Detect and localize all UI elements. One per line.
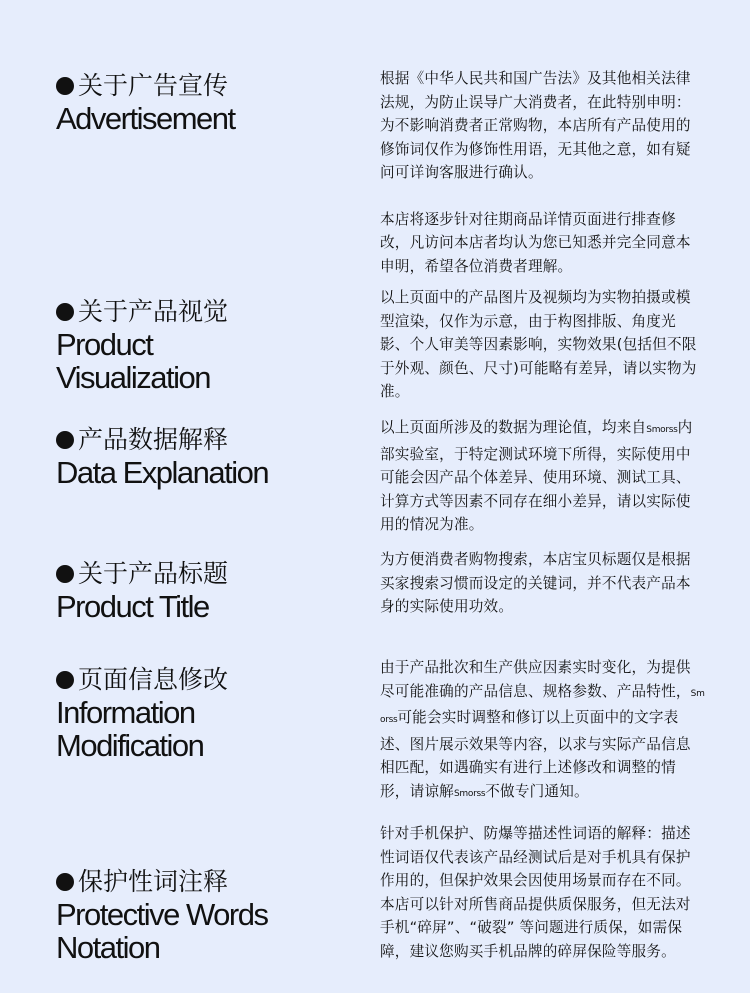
heading-en: Data Explanation: [56, 455, 269, 490]
brand-name: Smorss: [453, 788, 486, 799]
heading-cn: 关于广告宣传: [56, 70, 356, 102]
section-heading: [56, 70, 356, 135]
heading-en: Product Title: [56, 589, 209, 624]
section-body: [380, 67, 705, 278]
paragraph: 根据《中华人民共和国广告法》及其他相关法律法规，为防止误导广大消费者，在此特别申明：为不影响消费者正常购物，本店所有产品使用的修饰词仅作为修饰性用语，无其他之意，如有疑问可详询客服进行确认。: [380, 70, 691, 181]
heading-cn: 保护性词注释: [56, 866, 356, 898]
bullet-dot: [56, 873, 74, 891]
paragraph: 以上页面所涉及的数据为理论值，均来自Smorss内部实验室，于特定测试环境下所得，实际使用中可能会因产品个体差异、使用环境、测试工具、计算方式等因素不同存在细小差异，请以实际使用的情况为准。: [380, 419, 693, 533]
section-heading: [56, 664, 356, 762]
paragraph: 以上页面中的产品图片及视频均为实物拍摄或模型渲染，仅作为示意，由于构图排版、角度光影、个人审美等因素影响，实物效果(包括但不限于外观、颜色、尺寸)可能略有差异，请以实物为准。: [380, 289, 697, 400]
heading-cn: 关于产品标题: [56, 558, 356, 590]
section-heading: [56, 866, 356, 964]
bullet-dot: [56, 431, 74, 449]
heading-en: Notation: [56, 930, 160, 965]
brand-name: Smorss: [380, 688, 705, 725]
heading-cn: 关于产品视觉: [56, 296, 356, 328]
section-body: [380, 286, 705, 404]
heading-en: Protective Words: [56, 897, 268, 932]
paragraph: 为方便消费者购物搜索，本店宝贝标题仅是根据买家搜索习惯而设定的关键词，并不代表产品本身的实际使用功效。: [380, 551, 691, 615]
section-body: [380, 656, 705, 806]
bullet-dot: [56, 77, 74, 95]
heading-en: Advertisement: [56, 101, 235, 136]
paragraph: 本店将逐步针对往期商品详情页面进行排查修改，凡访问本店者均认为您已知悉并完全同意本申明，希望各位消费者理解。: [380, 210, 691, 275]
section-body: [380, 822, 705, 963]
heading-cn: 页面信息修改: [56, 664, 356, 696]
heading-cn: 产品数据解释: [56, 424, 356, 456]
section-body: [380, 416, 705, 537]
paragraph: 针对手机保护、防爆等描述性词语的解释：描述性词语仅代表该产品经测试后是对手机具有保护作用的，但保护效果会因使用场景而存在不同。本店可以针对所售商品提供质保服务，但无法对手机“碎屏”、“破裂” 等问题进行质保，如需保障，建议您购买手机品牌的碎屏保险等服务。: [380, 825, 691, 960]
heading-en: Product: [56, 327, 153, 362]
paragraph: 由于产品批次和生产供应因素实时变化，为提供尽可能准确的产品信息、规格参数、产品特性，Smorss可能会实时调整和修订以上页面中的文字表述、图片展示效果等内容，以求与实际产品信息相匹配，如遇确实有进行上述修改和调整的情形，请谅解Smorss不做专门通知。: [380, 659, 705, 800]
heading-en: Visualization: [56, 360, 210, 395]
heading-en: Modification: [56, 728, 204, 763]
bullet-dot: [56, 671, 74, 689]
bullet-dot: [56, 565, 74, 583]
section-heading: [56, 296, 356, 394]
section-heading: [56, 558, 356, 623]
section-heading: [56, 424, 356, 489]
section-body: [380, 548, 705, 619]
heading-en: Information: [56, 695, 195, 730]
brand-name: Smorss: [646, 425, 678, 435]
bullet-dot: [56, 303, 74, 321]
